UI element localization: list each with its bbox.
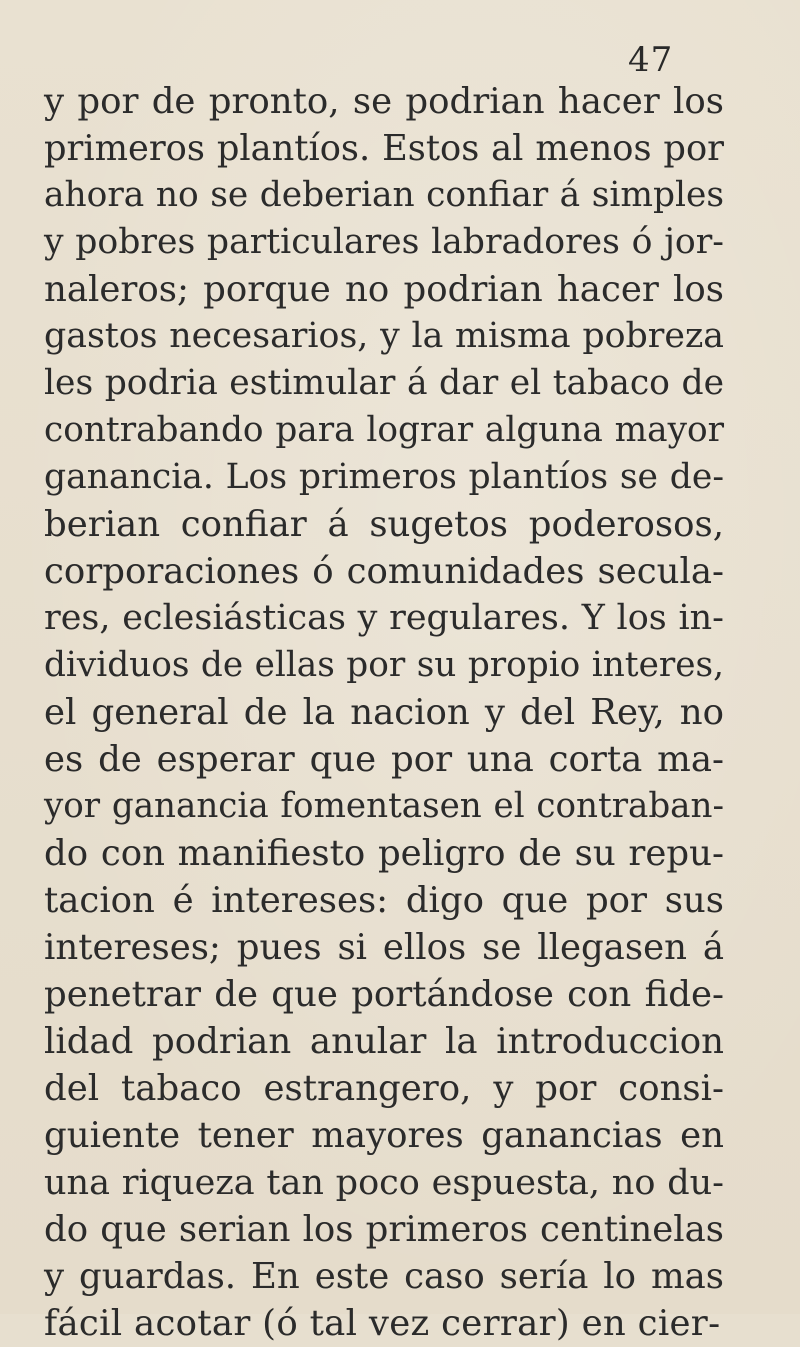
text-line: y guardas. En este caso sería lo mas xyxy=(44,1256,724,1297)
text-line: ganancia. Los primeros plantíos se de- xyxy=(44,457,724,497)
text-line: el general de la nacion y del Rey, no xyxy=(44,692,724,733)
text-line: del tabaco estrangero, y por consi- xyxy=(44,1068,724,1109)
text-line: dividuos de ellas por su propio interes, xyxy=(44,645,724,685)
text-line: gastos necesarios, y la misma pobreza xyxy=(44,316,724,356)
text-line: penetrar de que portándose con fide- xyxy=(44,974,724,1015)
text-line: naleros; porque no podrian hacer los xyxy=(44,269,724,310)
text-line: yor ganancia fomentasen el contraban- xyxy=(44,786,724,826)
text-line: corporaciones ó comunidades secula- xyxy=(44,551,724,592)
text-line: intereses; pues si ellos se llegasen á xyxy=(44,927,724,968)
text-line: berian confiar á sugetos poderosos, xyxy=(44,504,724,545)
body-text xyxy=(44,78,724,1347)
text-line: guiente tener mayores ganancias en xyxy=(44,1115,724,1156)
text-line: lidad podrian anular la introduccion xyxy=(44,1021,724,1062)
text-line: tacion é intereses: digo que por sus xyxy=(44,880,724,921)
text-line: fácil acotar (ó tal vez cerrar) en cier- xyxy=(44,1303,721,1344)
text-line: y por de pronto, se podrian hacer los xyxy=(44,81,724,122)
text-line: ahora no se deberian confiar á simples xyxy=(44,175,724,215)
text-line: primeros plantíos. Estos al menos por xyxy=(44,128,724,169)
text-line: les podria estimular á dar el tabaco de xyxy=(44,363,724,403)
text-line: y pobres particulares labradores ó jor- xyxy=(44,222,724,262)
text-line: es de esperar que por una corta ma- xyxy=(44,739,724,780)
text-line: contrabando para lograr alguna mayor xyxy=(44,410,724,450)
page-number: 47 xyxy=(628,40,674,80)
text-line: res, eclesiásticas y regulares. Y los in- xyxy=(44,598,724,638)
text-line: do con manifiesto peligro de su repu- xyxy=(44,833,724,874)
text-line: do que serian los primeros centinelas xyxy=(44,1209,724,1250)
text-line: una riqueza tan poco espuesta, no du- xyxy=(44,1162,724,1203)
